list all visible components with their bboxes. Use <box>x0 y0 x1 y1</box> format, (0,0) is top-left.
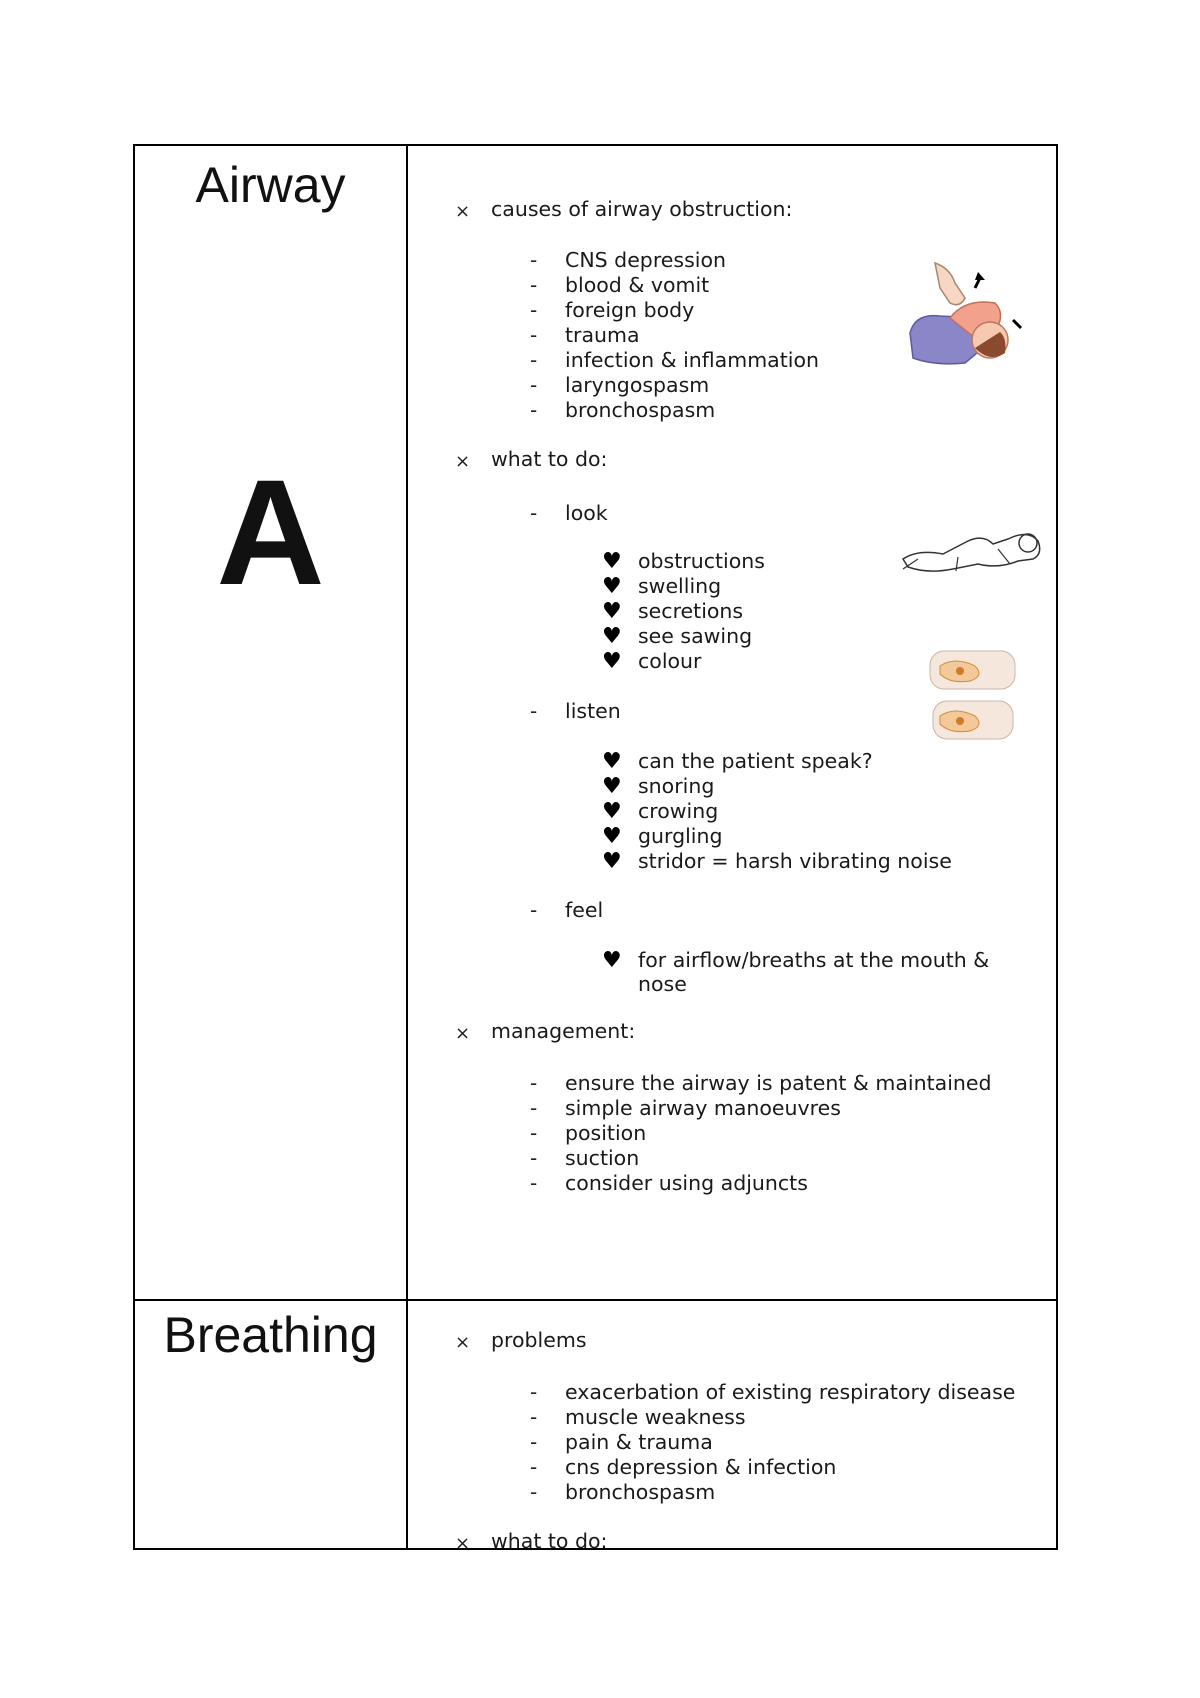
heart-bullet: ♥ <box>602 624 622 649</box>
heart-bullet: ♥ <box>602 549 622 574</box>
cross-bullet: × <box>455 1533 471 1554</box>
heart-bullet: ♥ <box>602 799 622 824</box>
dash-bullet: - <box>530 273 538 297</box>
breathing-title: Breathing <box>163 1307 378 1363</box>
cause-item: trauma <box>565 323 640 347</box>
look-item: secretions <box>638 599 744 623</box>
dash-bullet: - <box>530 699 538 723</box>
management-heading: management: <box>491 1019 636 1043</box>
heart-bullet: ♥ <box>602 948 622 973</box>
causes-heading: causes of airway obstruction: <box>491 197 793 221</box>
head-tilt-chin-lift-icon <box>905 258 1025 368</box>
problem-item: pain & trauma <box>565 1430 713 1454</box>
dash-bullet: - <box>530 1096 538 1120</box>
listen-item: stridor = harsh vibrating noise <box>638 849 952 873</box>
problems-heading: problems <box>491 1328 587 1352</box>
heart-bullet: ♥ <box>602 849 622 874</box>
dash-bullet: - <box>530 1146 538 1170</box>
problem-item: cns depression & infection <box>565 1455 837 1479</box>
dash-bullet: - <box>530 1071 538 1095</box>
problem-item: bronchospasm <box>565 1480 716 1504</box>
feel-item-continued: nose <box>638 972 687 996</box>
airway-letter: A <box>216 448 325 616</box>
heart-bullet: ♥ <box>602 749 622 774</box>
problem-item: muscle weakness <box>565 1405 746 1429</box>
dash-bullet: - <box>530 1405 538 1429</box>
abc-table <box>133 144 1058 1554</box>
what-to-do-heading: what to do: <box>491 447 608 471</box>
cross-bullet: × <box>455 1332 471 1353</box>
feel-label: feel <box>565 898 604 922</box>
look-item: obstructions <box>638 549 765 573</box>
dash-bullet: - <box>530 298 538 322</box>
heart-bullet: ♥ <box>602 774 622 799</box>
listen-item: can the patient speak? <box>638 749 873 773</box>
dash-bullet: - <box>530 1430 538 1454</box>
look-item: swelling <box>638 574 722 598</box>
cause-item: blood & vomit <box>565 273 710 297</box>
breathing-what-to-do-heading: what to do: <box>491 1529 608 1553</box>
dash-bullet: - <box>530 323 538 347</box>
heart-bullet: ♥ <box>602 649 622 674</box>
dash-bullet: - <box>530 248 538 272</box>
management-item: simple airway manoeuvres <box>565 1096 841 1120</box>
look-item: colour <box>638 649 702 673</box>
feel-item: for airflow/breaths at the mouth & <box>638 948 990 972</box>
cause-item: bronchospasm <box>565 398 716 422</box>
management-item: consider using adjuncts <box>565 1171 808 1195</box>
cause-item: infection & inflammation <box>565 348 820 372</box>
heart-bullet: ♥ <box>602 599 622 624</box>
dash-bullet: - <box>530 373 538 397</box>
cross-bullet: × <box>455 201 471 222</box>
dash-bullet: - <box>530 1121 538 1145</box>
row-divider <box>135 1299 1056 1301</box>
look-label: look <box>565 501 608 525</box>
cross-bullet: × <box>455 1023 471 1044</box>
heart-bullet: ♥ <box>602 824 622 849</box>
management-item: ensure the airway is patent & maintained <box>565 1071 992 1095</box>
dash-bullet: - <box>530 1455 538 1479</box>
listen-label: listen <box>565 699 621 723</box>
management-item: position <box>565 1121 647 1145</box>
dash-bullet: - <box>530 898 538 922</box>
cause-item: CNS depression <box>565 248 726 272</box>
dash-bullet: - <box>530 348 538 372</box>
look-item: see sawing <box>638 624 753 648</box>
management-item: suction <box>565 1146 640 1170</box>
listen-item: snoring <box>638 774 715 798</box>
airway-anatomy-icon <box>925 646 1025 746</box>
cause-item: foreign body <box>565 298 695 322</box>
cause-item: laryngospasm <box>565 373 710 397</box>
dash-bullet: - <box>530 398 538 422</box>
recovery-position-icon <box>898 519 1048 579</box>
dash-bullet: - <box>530 501 538 525</box>
listen-item: crowing <box>638 799 719 823</box>
airway-title: Airway <box>195 157 346 213</box>
dash-bullet: - <box>530 1171 538 1195</box>
heart-bullet: ♥ <box>602 574 622 599</box>
problem-item: exacerbation of existing respiratory disease <box>565 1380 1016 1404</box>
dash-bullet: - <box>530 1480 538 1504</box>
listen-item: gurgling <box>638 824 723 848</box>
cross-bullet: × <box>455 451 471 472</box>
dash-bullet: - <box>530 1380 538 1404</box>
column-divider <box>406 146 408 1548</box>
